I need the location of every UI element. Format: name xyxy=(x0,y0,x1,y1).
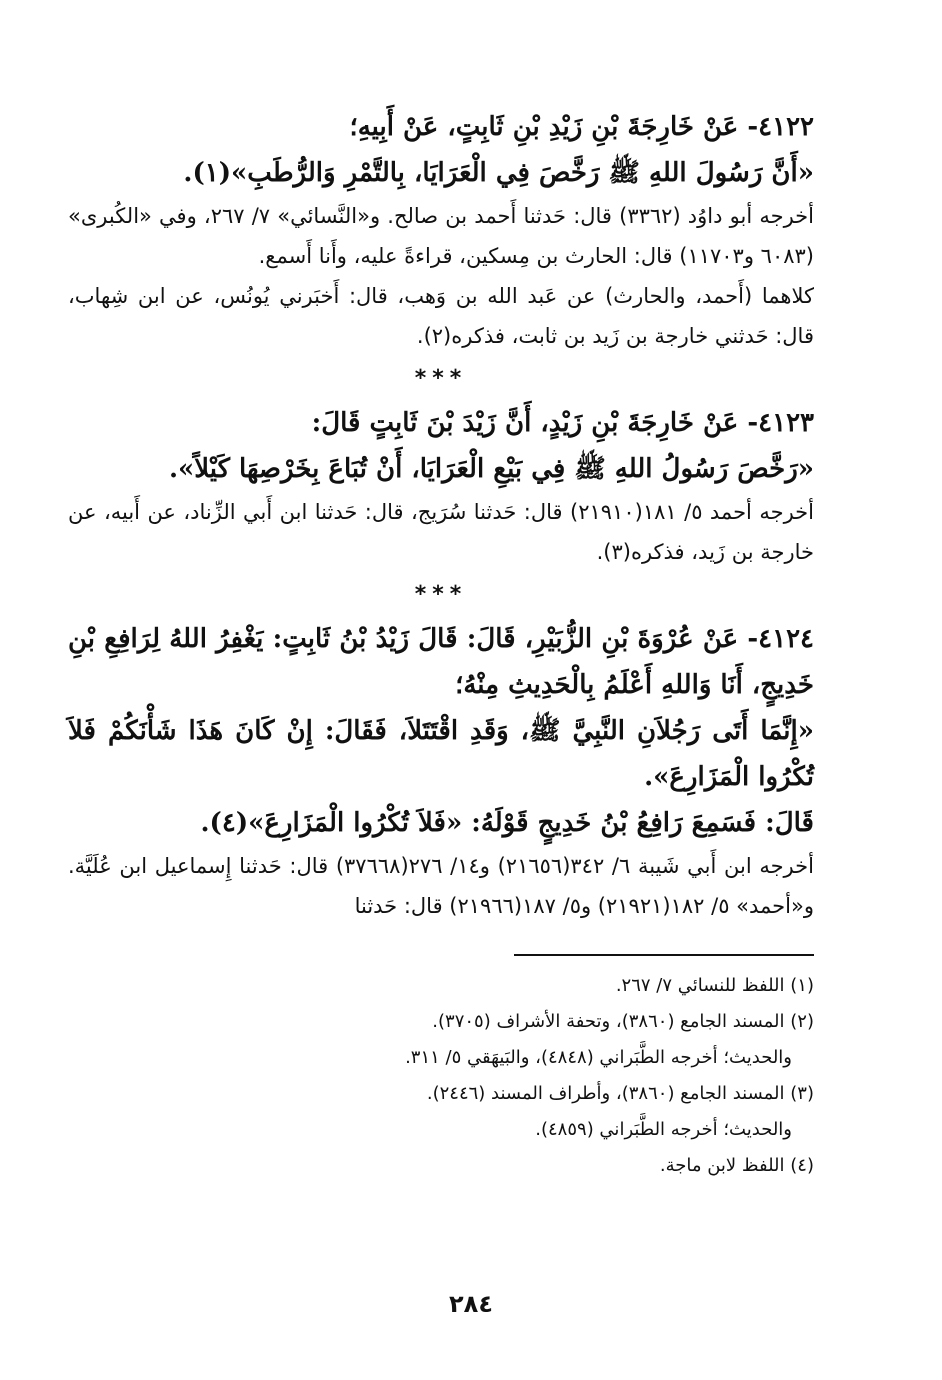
page-number: ٢٨٤ xyxy=(449,1290,493,1318)
footnote: (٢) المسند الجامع (٣٨٦٠)، وتحفة الأشراف (٣٧٠٥). xyxy=(432,1011,814,1032)
hadith-line: «رَخَّصَ رَسُولُ اللهِ ﷺ فِي بَيْعِ الْعَرَايَا، أَنْ تُبَاعَ بِخَرْصِهَا كَيْلاً». xyxy=(168,454,814,484)
hadith-line: ٤١٢٤- عَنْ عُرْوَةَ بْنِ الزُّبَيْرِ، قَالَ: قَالَ زَيْدُ بْنُ ثَابِتٍ: يَغْفِرُ اللهُ لِرَافِعِ بْنِ خَدِيجٍ، أَنَا وَاللهِ أَعْلَمُ بِالْحَدِيثِ مِنْهُ؛ xyxy=(68,624,814,700)
takhrij-text xyxy=(68,846,814,926)
footnote: (٣) المسند الجامع (٣٨٦٠)، وأطراف المسند (٢٤٤٦). xyxy=(426,1083,814,1104)
footnote: (٤) اللفظ لابن ماجة. xyxy=(659,1155,814,1176)
hadith-entry xyxy=(68,400,814,572)
hadith-text xyxy=(68,104,814,196)
section-separator: *** xyxy=(414,366,468,391)
takhrij-text xyxy=(68,492,814,572)
section-separator: *** xyxy=(414,582,468,607)
hadith-line: «أَنَّ رَسُولَ اللهِ ﷺ رَخَّصَ فِي الْعَرَايَا، بِالتَّمْرِ وَالرُّطَبِ»(١). xyxy=(183,158,814,188)
footnote-continuation: والحديث؛ أخرجه الطَّبَراني (٤٨٥٩). xyxy=(535,1119,792,1140)
takhrij-paragraph: أخرجه أبو داوُد (٣٣٦٢) قال: حَدثنا أَحمد بن صالح. و«النَّسائي» ٧/ ٢٦٧، وفي «الكُبرى» (٦٠٨٣ و١١٧٠٣) قال: الحارث بن مِسكين، قراءةً عليه، وأَنا أَسمع. xyxy=(68,204,814,268)
hadith-text xyxy=(68,616,814,846)
hadith-text xyxy=(68,400,814,492)
hadith-entry xyxy=(68,104,814,356)
hadith-line: قَالَ: فَسَمِعَ رَافِعُ بْنُ خَدِيجٍ قَوْلَهُ: «فَلاَ تُكْرُوا الْمَزَارِعَ»(٤). xyxy=(200,808,814,838)
footnote-continuation: والحديث؛ أخرجه الطَّبَراني (٤٨٤٨)، والبَيهَقي ٥/ ٣١١. xyxy=(405,1047,792,1068)
footnote: (١) اللفظ للنسائي ٧/ ٢٦٧. xyxy=(615,975,814,996)
hadith-line: ٤١٢٢- عَنْ خَارِجَةَ بْنِ زَيْدِ بْنِ ثَابِتٍ، عَنْ أَبِيهِ؛ xyxy=(349,112,814,142)
takhrij-paragraph: أخرجه ابن أَبي شَيبة ٦/ ٣٤٢(٢١٦٥٦) و١٤/ ٢٧٦(٣٧٦٦٨) قال: حَدثنا إِسماعيل ابن عُلَيَّة. و«أحمد» ٥/ ١٨٢(٢١٩٢١) و٥/ ١٨٧(٢١٩٦٦) قال: حَدثنا xyxy=(68,854,814,918)
takhrij-paragraph: أخرجه أحمد ٥/ ١٨١(٢١٩١٠) قال: حَدثنا سُرَيج، قال: حَدثنا ابن أَبي الزِّناد، عن أَبيه، عن خارجة بن زَيد، فذكره(٣). xyxy=(68,500,814,564)
hadith-line: ٤١٢٣- عَنْ خَارِجَةَ بْنِ زَيْدٍ، أَنَّ زَيْدَ بْنَ ثَابِتٍ قَالَ: xyxy=(311,408,814,438)
hadith-entry xyxy=(68,616,814,926)
hadith-line: «إِنَّمَا أَتَى رَجُلاَنِ النَّبِيَّ ﷺ، وَقَدِ اقْتَتَلاَ، فَقَالَ: إِنْ كَانَ هَذَا شَأْنَكُمْ فَلاَ تُكْرُوا الْمَزَارِعَ». xyxy=(68,716,814,792)
footnotes xyxy=(68,968,814,1184)
footnote-divider xyxy=(514,954,814,956)
takhrij-paragraph: كلاهما (أَحمد، والحارث) عن عَبد الله بن وَهب، قال: أَخبَرني يُونُس، عن ابن شِهاب، قال: حَدثني خارجة بن زَيد بن ثابت، فذكره(٢). xyxy=(68,284,814,348)
takhrij-text xyxy=(68,196,814,356)
